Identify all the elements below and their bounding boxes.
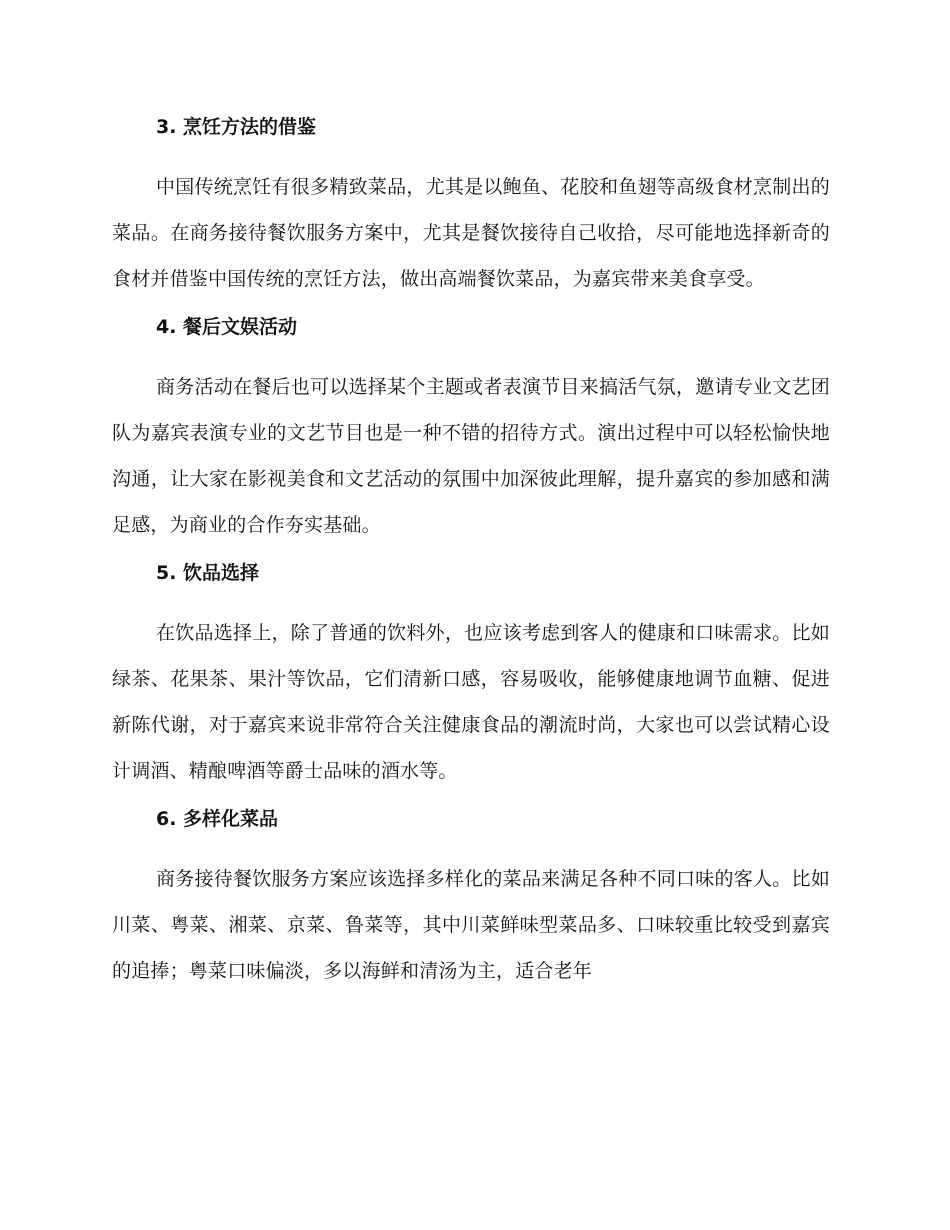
section-paragraph: 商务接待餐饮服务方案应该选择多样化的菜品来满足各种不同口味的客人。比如川菜、粤菜、湘菜、京菜、鲁菜等，其中川菜鲜味型菜品多、口味较重比较受到嘉宾的追捧；粤菜口味偏淡，多以海鲜和清汤为主，适合老年 [112,868,830,982]
section-after-meal-entertainment [112,312,830,548]
section-heading: 4. 餐后文娱活动 [156,316,298,338]
section-paragraph: 中国传统烹饪有很多精致菜品，尤其是以鲍鱼、花胶和鱼翅等高级食材烹制出的菜品。在商务接待餐饮服务方案中，尤其是餐饮接待自己收拾，尽可能地选择新奇的食材并借鉴中国传统的烹饪方法，做出高端餐饮菜品，为嘉宾带来美食享受。 [112,176,830,290]
section-beverage-selection [112,558,830,794]
section-paragraph: 商务活动在餐后也可以选择某个主题或者表演节目来搞活气氛，邀请专业文艺团队为嘉宾表演专业的文艺节目也是一种不错的招待方式。演出过程中可以轻松愉快地沟通，让大家在影视美食和文艺活动的氛围中加深彼此理解，提升嘉宾的参加感和满足感，为商业的合作夯实基础。 [112,376,830,536]
section-paragraph: 在饮品选择上，除了普通的饮料外，也应该考虑到客人的健康和口味需求。比如绿茶、花果茶、果汁等饮品，它们清新口感，容易吸收，能够健康地调节血糖、促进新陈代谢，对于嘉宾来说非常符合关注健康食品的潮流时尚，大家也可以尝试精心设计调酒、精酿啤酒等爵士品味的酒水等。 [112,622,830,782]
section-heading: 6. 多样化菜品 [156,808,279,830]
section-cooking-methods [112,112,830,302]
section-heading: 5. 饮品选择 [156,562,260,584]
section-heading: 3. 烹饪方法的借鉴 [156,116,317,138]
section-diverse-dishes [112,804,830,994]
document-page [112,112,830,1004]
